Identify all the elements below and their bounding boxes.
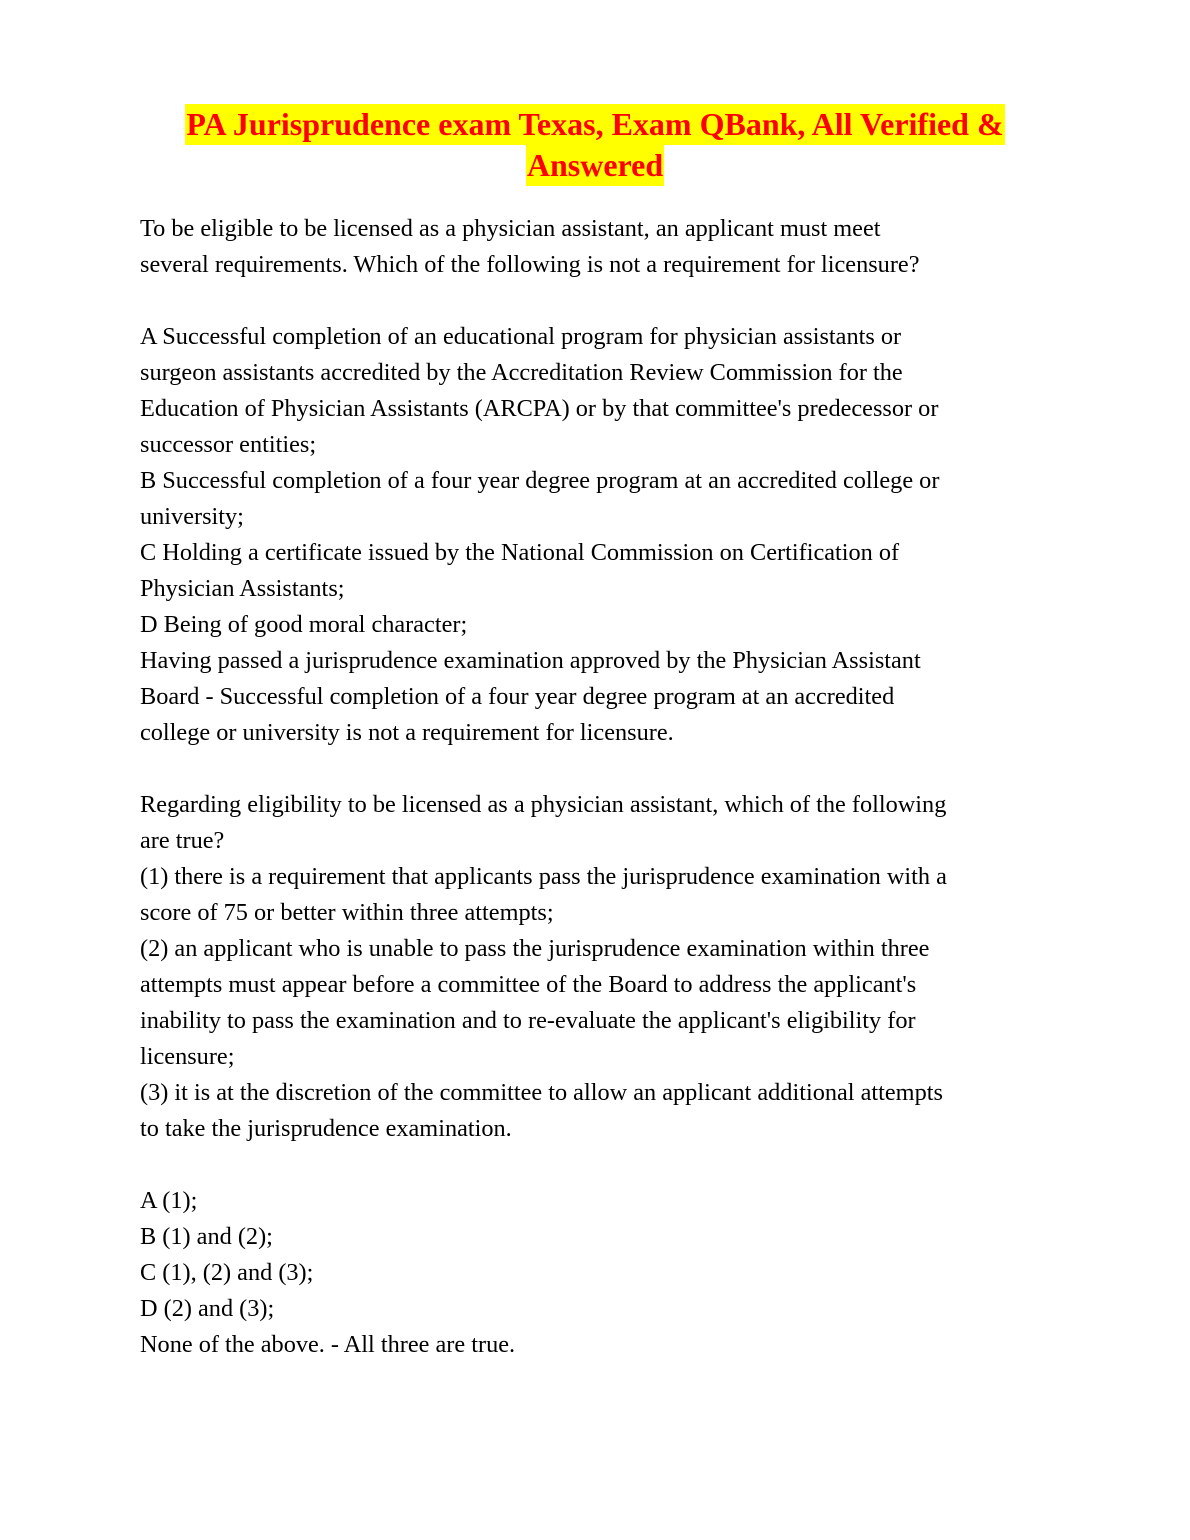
text-line: college or university is not a requirement for licensure. bbox=[140, 719, 674, 746]
text-line: to take the jurisprudence examination. bbox=[140, 1115, 512, 1142]
text-line: Education of Physician Assistants (ARCPA) or by that committee's predecessor or bbox=[140, 395, 939, 422]
text-line: Having passed a jurisprudence examination approved by the Physician Assistant bbox=[140, 647, 921, 674]
title-line: PA Jurisprudence exam Texas, Exam QBank, All Verified & bbox=[185, 104, 1004, 145]
text-line: C Holding a certificate issued by the National Commission on Certification of bbox=[140, 539, 900, 566]
text-line: are true? bbox=[140, 827, 225, 854]
text-line: B Successful completion of a four year degree program at an accredited college or bbox=[140, 467, 940, 494]
document-title bbox=[100, 104, 1090, 186]
text-line: D (2) and (3); bbox=[140, 1295, 275, 1322]
text-line: licensure; bbox=[140, 1043, 235, 1070]
text-line: university; bbox=[140, 503, 244, 530]
question-1-stem bbox=[140, 211, 1060, 283]
text-line: C (1), (2) and (3); bbox=[140, 1259, 314, 1286]
question-2-stem bbox=[140, 787, 1060, 1147]
text-line: None of the above. - All three are true. bbox=[140, 1331, 516, 1358]
text-line: D Being of good moral character; bbox=[140, 611, 468, 638]
spacer bbox=[140, 283, 1060, 319]
text-line: (3) it is at the discretion of the committee to allow an applicant additional attempts bbox=[140, 1079, 943, 1106]
text-line: successor entities; bbox=[140, 431, 317, 458]
spacer bbox=[140, 1147, 1060, 1183]
text-line: surgeon assistants accredited by the Accreditation Review Commission for the bbox=[140, 359, 903, 386]
text-line: To be eligible to be licensed as a physician assistant, an applicant must meet bbox=[140, 215, 881, 242]
question-2-options bbox=[140, 1183, 1060, 1363]
document-body bbox=[140, 211, 1060, 1363]
text-line: Regarding eligibility to be licensed as a physician assistant, which of the following bbox=[140, 791, 947, 818]
text-line: (1) there is a requirement that applicants pass the jurisprudence examination with a bbox=[140, 863, 947, 890]
text-line: Board - Successful completion of a four year degree program at an accredited bbox=[140, 683, 895, 710]
text-line: score of 75 or better within three attempts; bbox=[140, 899, 554, 926]
text-line: (2) an applicant who is unable to pass the jurisprudence examination within three bbox=[140, 935, 930, 962]
text-line: A (1); bbox=[140, 1187, 198, 1214]
text-line: B (1) and (2); bbox=[140, 1223, 273, 1250]
text-line: attempts must appear before a committee of the Board to address the applicant's bbox=[140, 971, 917, 998]
spacer bbox=[140, 751, 1060, 787]
question-2 bbox=[140, 787, 1060, 1363]
question-1-options bbox=[140, 319, 1060, 751]
text-line: inability to pass the examination and to re-evaluate the applicant's eligibility for bbox=[140, 1007, 916, 1034]
question-1 bbox=[140, 211, 1060, 751]
text-line: A Successful completion of an educational program for physician assistants or bbox=[140, 323, 902, 350]
text-line: Physician Assistants; bbox=[140, 575, 345, 602]
title-line: Answered bbox=[526, 145, 664, 186]
text-line: several requirements. Which of the following is not a requirement for licensure? bbox=[140, 251, 920, 278]
